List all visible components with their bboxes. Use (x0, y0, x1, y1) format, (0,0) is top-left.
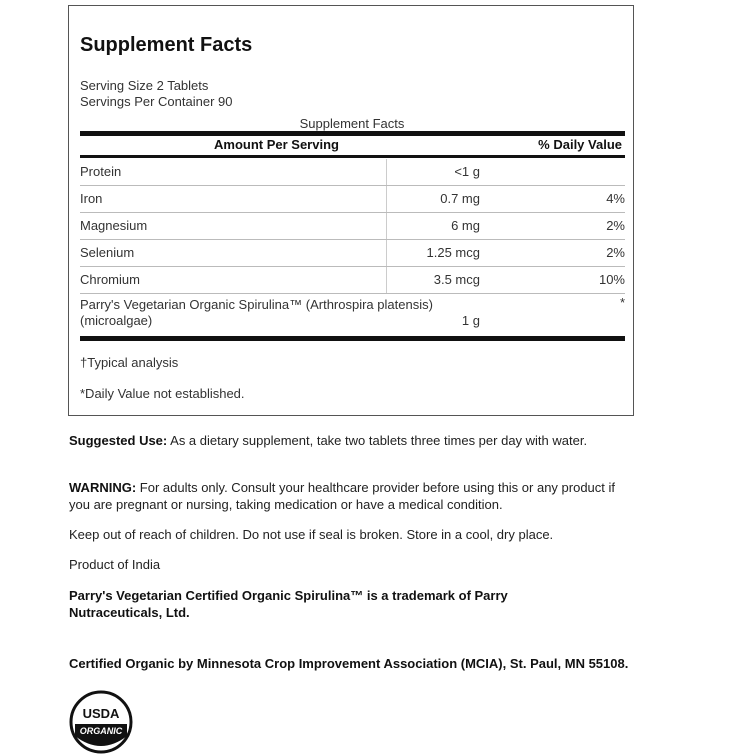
footnote-typical: †Typical analysis (80, 355, 179, 370)
header-rule (80, 155, 625, 158)
footnote-dv: *Daily Value not established. (80, 386, 245, 401)
column-divider (386, 267, 387, 293)
warning-text: For adults only. Consult your healthcare provider before using this or any product if you are pregnant or nursing, taking medication or have a medical condition. (69, 480, 616, 512)
usda-logo-bottom-text: ORGANIC (79, 726, 123, 736)
nutrient-amount: 0.7 mg (440, 191, 480, 206)
certification-note: Certified Organic by Minnesota Crop Improvement Association (MCIA), St. Paul, MN 55108. (69, 656, 629, 671)
usda-logo-top-text: USDA (82, 706, 120, 721)
bottom-thick-rule (80, 336, 625, 341)
spirulina-name-line2: (microalgae) (80, 313, 153, 328)
nutrient-daily-value: 10% (598, 272, 625, 287)
nutrient-amount: 1.25 mcg (426, 245, 480, 260)
serving-size: Serving Size 2 Tablets (80, 78, 209, 93)
trademark-note: Parry's Vegetarian Certified Organic Spirulina™ is a trademark of Parry Nutraceuticals, Ltd. (69, 588, 508, 620)
nutrient-daily-value: 2% (606, 218, 625, 233)
suggested-use-label: Suggested Use: (69, 433, 168, 448)
top-thick-rule (80, 131, 625, 136)
table-row (80, 267, 625, 294)
spirulina-name-line1: Parry's Vegetarian Organic Spirulina™ (Arthrospira platensis) (80, 297, 433, 312)
table-row (80, 213, 625, 240)
nutrient-name: Protein (80, 164, 122, 179)
storage-note: Keep out of reach of children. Do not use if seal is broken. Store in a cool, dry place. (69, 527, 554, 542)
usda-organic-logo (69, 690, 133, 754)
suggested-use-text: As a dietary supplement, take two tablets three times per day with water. (167, 433, 588, 448)
spirulina-amount: 1 g (461, 313, 480, 328)
nutrient-name: Magnesium (80, 218, 148, 233)
daily-value-header: % Daily Value (538, 137, 622, 152)
nutrient-amount: <1 g (454, 164, 480, 179)
table-row-spirulina (80, 295, 625, 337)
column-divider (386, 240, 387, 266)
column-divider (386, 159, 387, 185)
table-caption: Supplement Facts (299, 116, 405, 131)
nutrient-daily-value: 4% (606, 191, 625, 206)
panel-title: Supplement Facts (80, 34, 253, 56)
column-divider (386, 213, 387, 239)
table-row (80, 240, 625, 267)
nutrient-daily-value: 2% (606, 245, 625, 260)
warning (69, 479, 629, 513)
table-row (80, 159, 625, 186)
nutrient-amount: 3.5 mcg (433, 272, 480, 287)
spirulina-daily-value: * (619, 295, 625, 310)
suggested-use (69, 432, 629, 449)
spirulina-name (80, 297, 433, 329)
nutrient-amount: 6 mg (451, 218, 480, 233)
amount-per-serving-header: Amount Per Serving (214, 137, 339, 152)
nutrient-name: Selenium (80, 245, 135, 260)
servings-per-container: Servings Per Container 90 (80, 94, 233, 109)
table-row (80, 186, 625, 213)
supplement-facts-panel (68, 5, 634, 416)
nutrient-name: Iron (80, 191, 103, 206)
warning-label: WARNING: (69, 480, 137, 495)
country-of-origin: Product of India (69, 557, 161, 572)
column-divider (386, 186, 387, 212)
nutrient-name: Chromium (80, 272, 140, 287)
